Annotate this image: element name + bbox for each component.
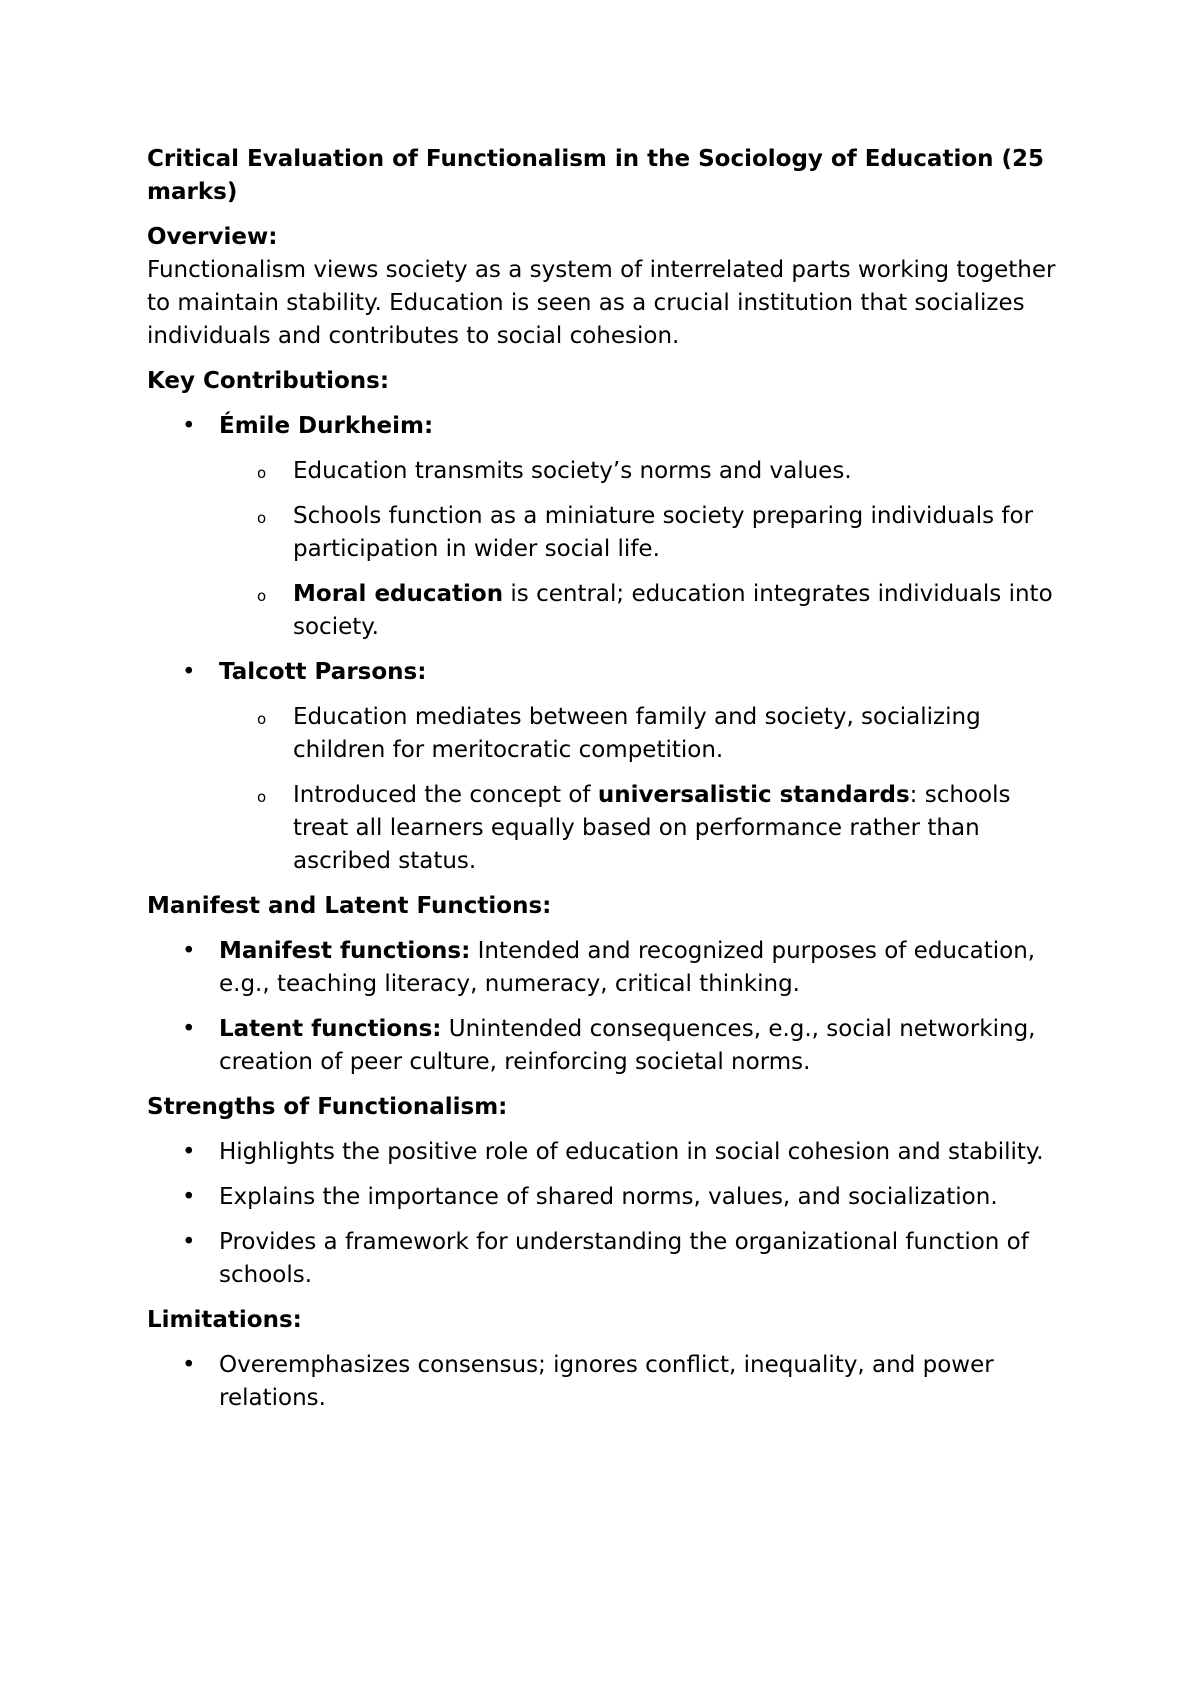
bullet-icon: • [182, 938, 196, 964]
manifest-latent-list [147, 935, 1067, 1079]
sub-bullet-icon: o [257, 788, 267, 806]
list-item [147, 500, 1067, 566]
sub-bullet-icon: o [257, 710, 267, 728]
bullet-icon: • [182, 1184, 196, 1210]
parsons-point: : schools treat all learners equally based on performance rather than ascribed status. [293, 782, 1011, 874]
list-item [147, 1181, 1067, 1214]
strength-text: Explains the importance of shared norms, values, and socialization. [219, 1184, 998, 1210]
list-item [147, 455, 1067, 488]
parsons-point: Education mediates between family and society, socializing children for meritocratic competition. [293, 704, 981, 763]
manifest-functions-term: Manifest functions: [219, 938, 471, 964]
bullet-icon: • [182, 1229, 196, 1255]
list-item [147, 779, 1067, 878]
manifest-functions-text: Intended and recognized purposes of education, e.g., teaching literacy, numeracy, critical thinking. [219, 938, 1036, 997]
limitations-list [147, 1349, 1067, 1415]
sub-bullet-icon: o [257, 464, 267, 482]
list-item [147, 578, 1067, 644]
list-item [147, 1136, 1067, 1169]
overview-heading: Overview: [147, 224, 278, 250]
bullet-icon: • [182, 1016, 196, 1042]
durkheim-name: Émile Durkheim: [219, 413, 434, 439]
list-item-parsons [147, 656, 1067, 689]
document-title: Critical Evaluation of Functionalism in the Sociology of Education (25 marks) [147, 146, 1045, 205]
parsons-name: Talcott Parsons: [219, 659, 427, 685]
strengths-heading: Strengths of Functionalism: [147, 1094, 508, 1120]
list-item [147, 1226, 1067, 1292]
latent-functions-term: Latent functions: [219, 1016, 442, 1042]
key-contributions-heading: Key Contributions: [147, 368, 390, 394]
bullet-icon: • [182, 413, 196, 439]
list-item [147, 935, 1067, 1001]
bullet-icon: • [182, 1352, 196, 1378]
key-contributions-list [147, 410, 1067, 878]
durkheim-point: Schools function as a miniature society preparing individuals for participation in wider social life. [293, 503, 1034, 562]
parsons-point: Introduced the concept of [293, 782, 598, 808]
overview-paragraph: Functionalism views society as a system of interrelated parts working together to maintain stability. Education is seen as a crucial institution that socializes individuals and contributes to social cohesion. [147, 257, 1056, 349]
universalistic-standards-term: universalistic standards [597, 782, 910, 808]
moral-education-term: Moral education [293, 581, 504, 607]
list-item-durkheim [147, 410, 1067, 443]
durkheim-point: is central; education integrates individuals into society. [293, 581, 1053, 640]
manifest-latent-heading: Manifest and Latent Functions: [147, 893, 552, 919]
strength-text: Highlights the positive role of education in social cohesion and stability. [219, 1139, 1044, 1165]
bullet-icon: • [182, 1139, 196, 1165]
list-item [147, 701, 1067, 767]
durkheim-point: Education transmits society’s norms and values. [293, 458, 852, 484]
strength-text: Provides a framework for understanding the organizational function of schools. [219, 1229, 1029, 1288]
limitations-heading: Limitations: [147, 1307, 302, 1333]
document-body [147, 143, 1067, 1415]
sub-bullet-icon: o [257, 587, 267, 605]
list-item [147, 1349, 1067, 1415]
strengths-list [147, 1136, 1067, 1292]
sub-bullet-icon: o [257, 509, 267, 527]
bullet-icon: • [182, 659, 196, 685]
latent-functions-text: Unintended consequences, e.g., social networking, creation of peer culture, reinforcing societal norms. [219, 1016, 1036, 1075]
list-item [147, 1013, 1067, 1079]
limitation-text: Overemphasizes consensus; ignores conflict, inequality, and power relations. [219, 1352, 994, 1411]
